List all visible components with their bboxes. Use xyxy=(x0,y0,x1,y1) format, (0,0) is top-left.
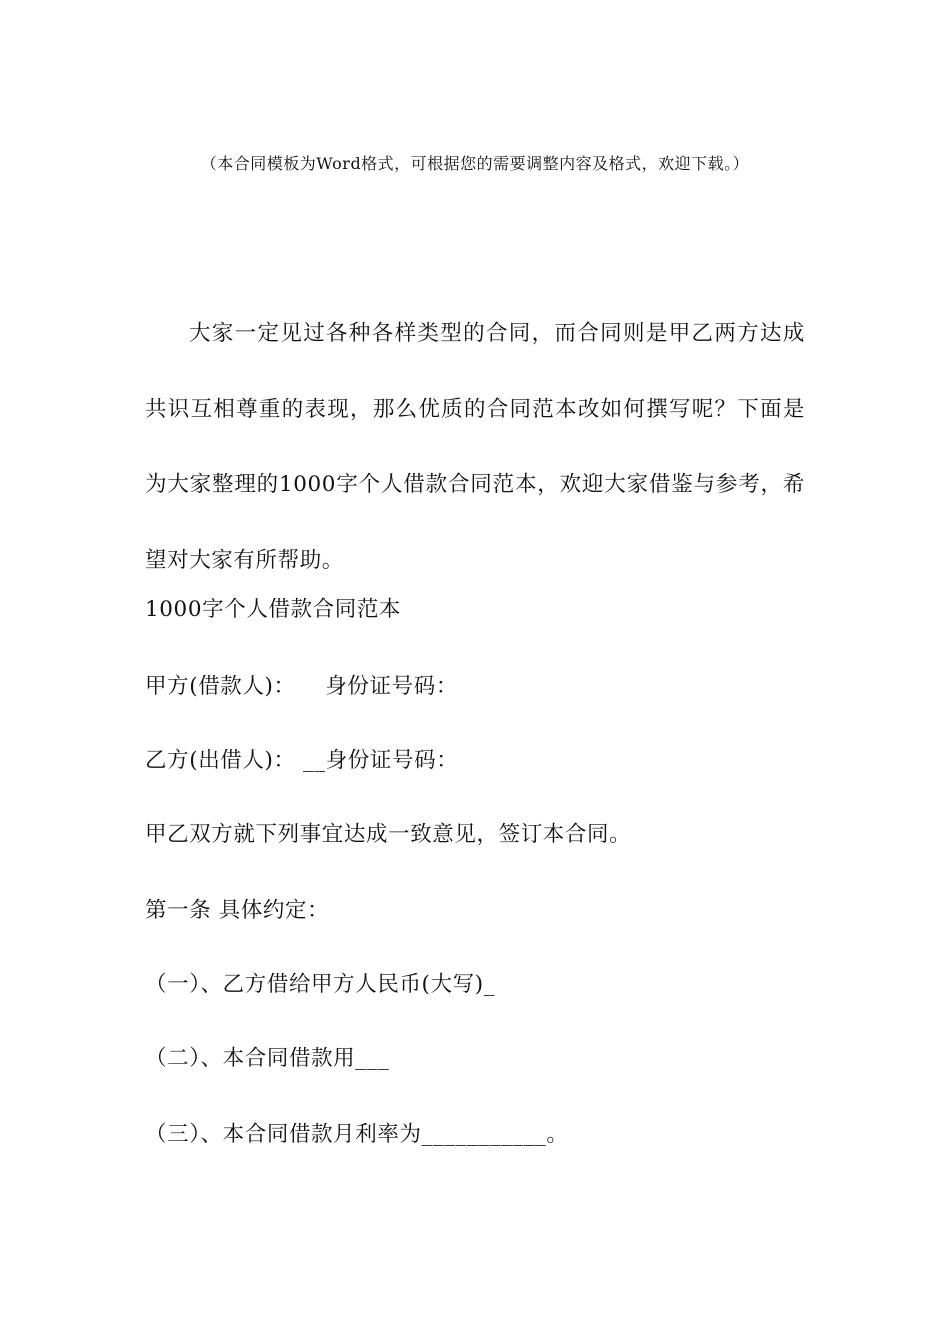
intro-paragraph: 大家一定见过各种各样类型的合同，而合同则是甲乙两方达成共识互相尊重的表现，那么优质的合同范本改如何撰写呢？下面是为大家整理的1000字个人借款合同范本，欢迎大家借鉴与参考，希望对大家有所帮助。 xyxy=(145,321,805,573)
clause-item-1: （一）、乙方借给甲方人民币(大写)_ xyxy=(145,972,496,997)
article-1-heading: 第一条 具体约定： xyxy=(145,898,330,923)
agreement-statement: 甲乙双方就下列事宜达成一致意见，签订本合同。 xyxy=(145,822,632,847)
clause-item-2: （二）、本合同借款用___ xyxy=(145,1046,390,1071)
clause-item-3: （三）、本合同借款月利率为___________。 xyxy=(145,1122,569,1147)
template-header-note: （本合同模板为Word格式，可根据您的需要调整内容及格式，欢迎下载。） xyxy=(200,154,750,173)
contract-title: 1000字个人借款合同范本 xyxy=(145,597,402,622)
party-b-line: 乙方(出借人)： __身份证号码： xyxy=(145,748,459,773)
party-a-line: 甲方(借款人)： 身份证号码： xyxy=(145,674,458,699)
